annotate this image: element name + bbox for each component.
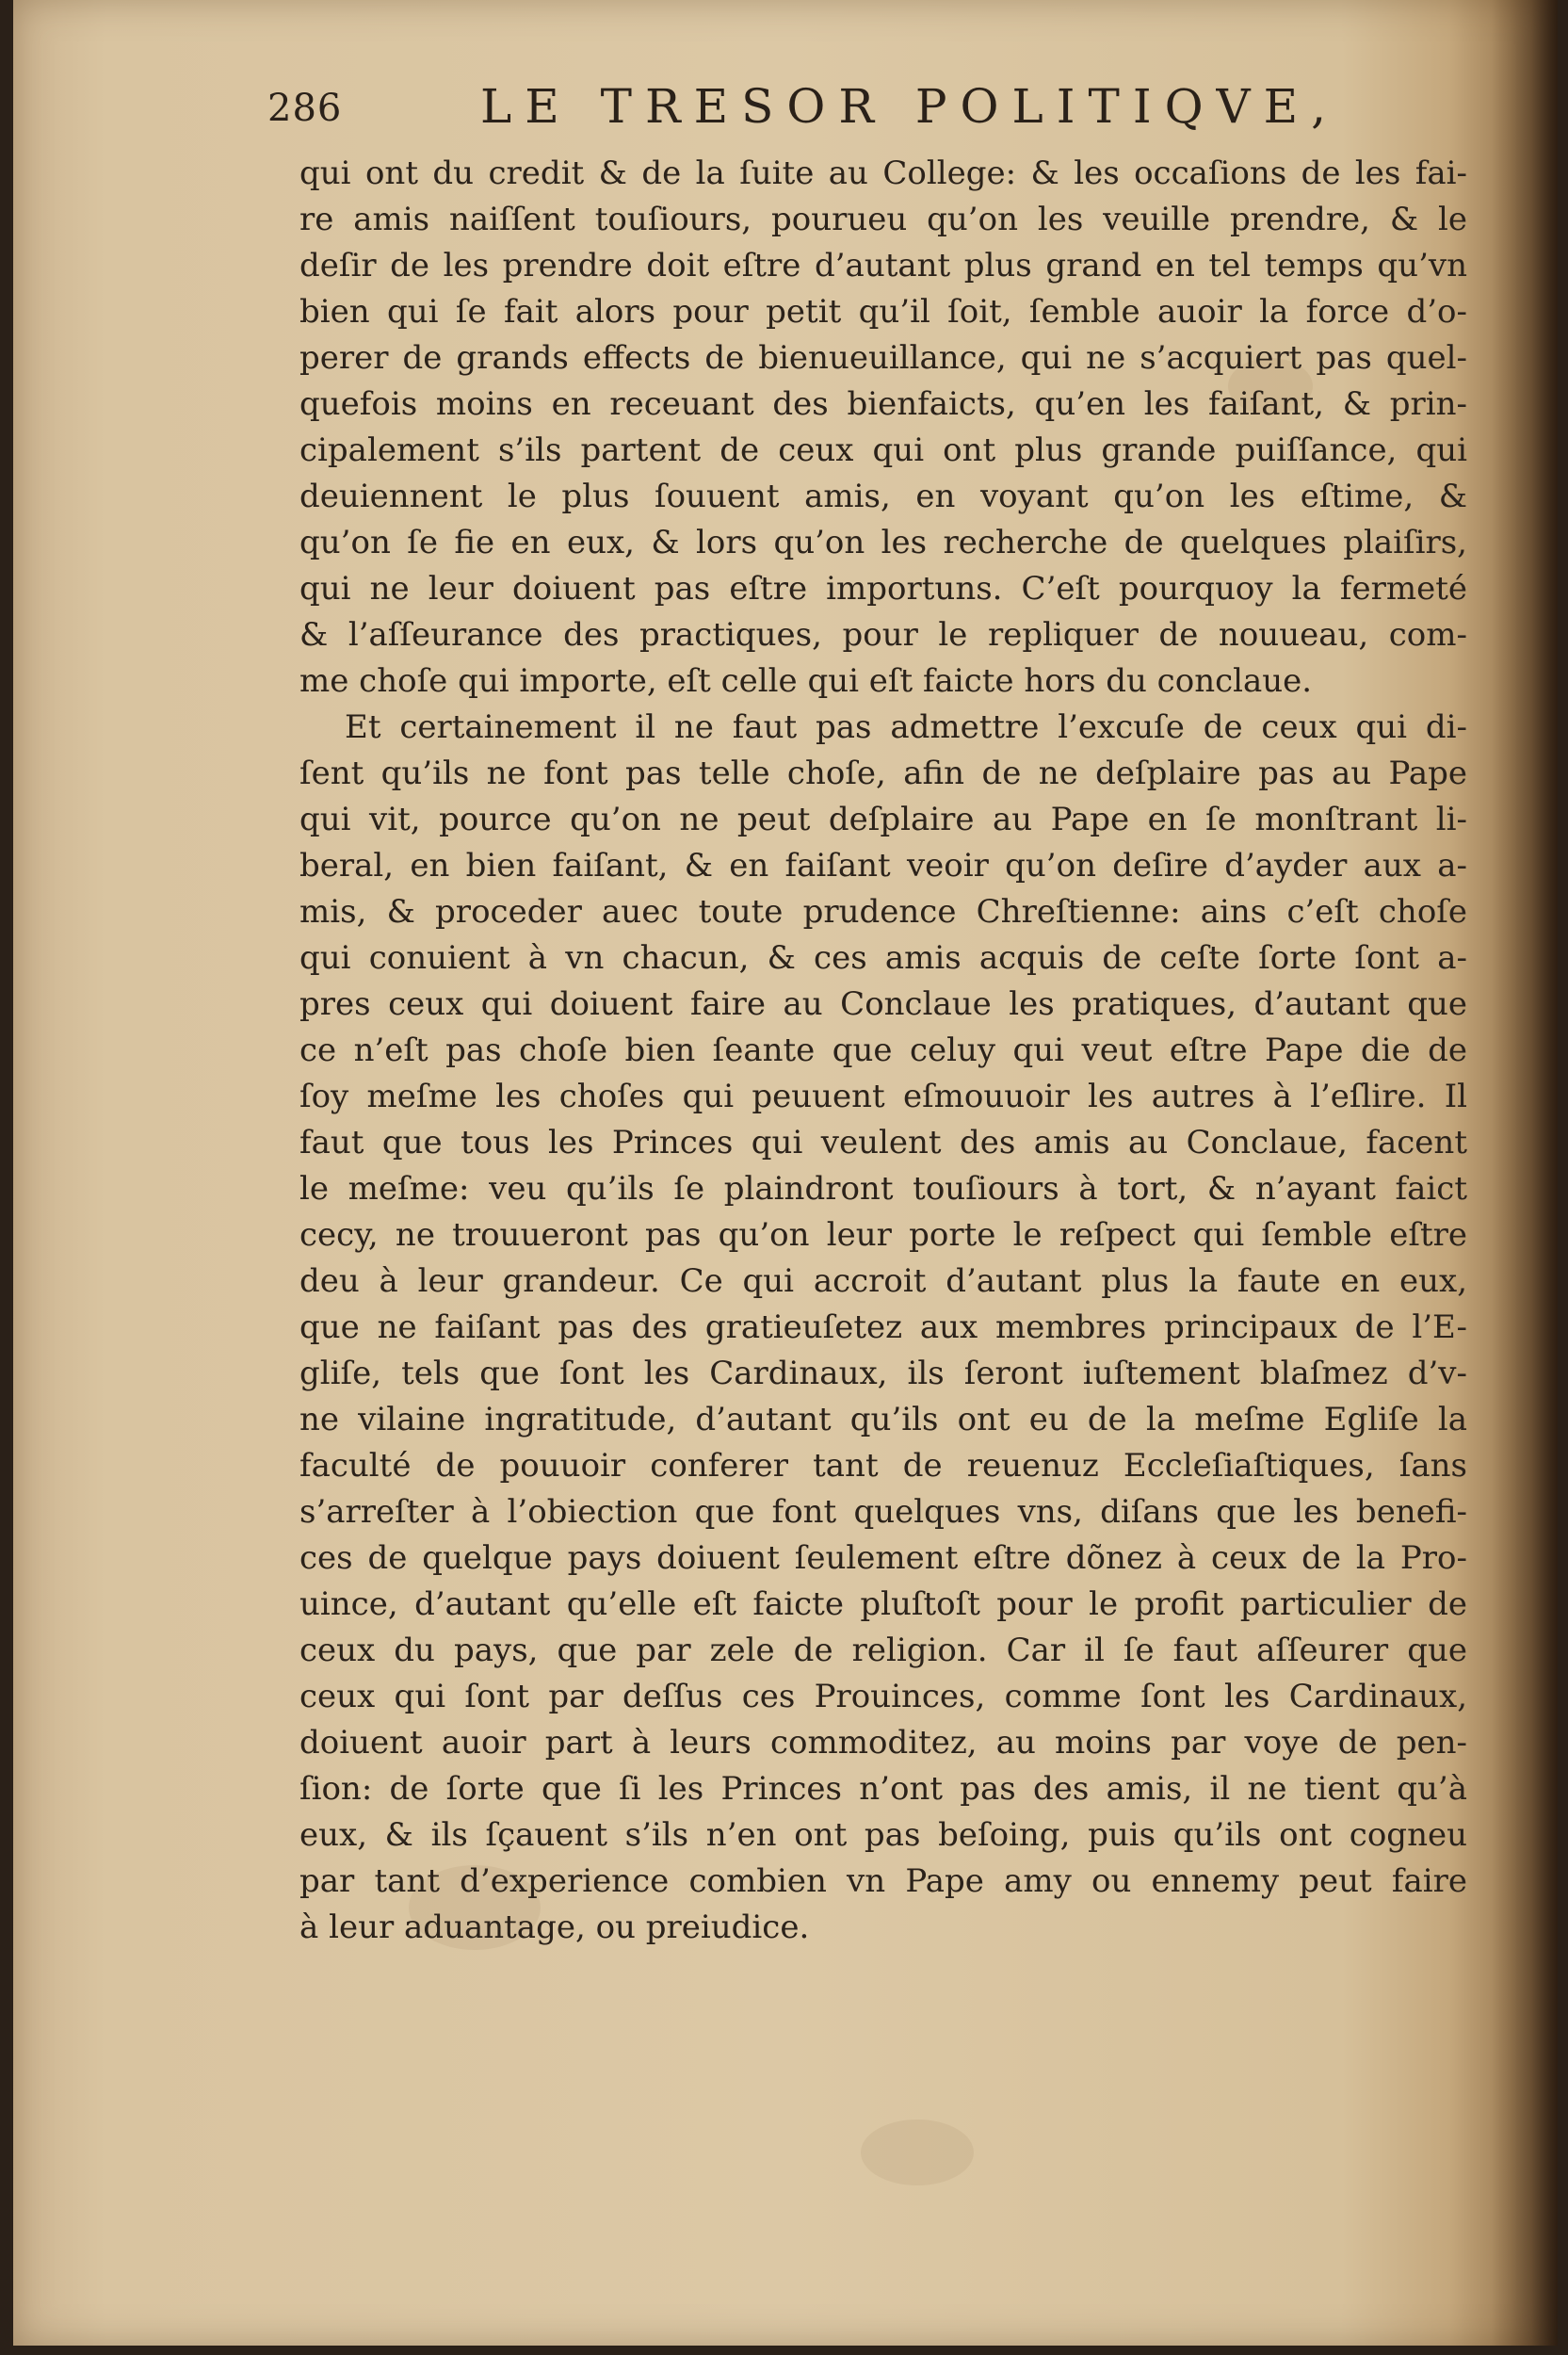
text-line: uince, d’autant qu’elle eſt faicte pluſtoſt pour le profit particulier de bbox=[299, 1585, 1467, 1623]
text-line: qui ne leur doiuent pas eſtre importuns. C’eſt pourquoy la fermeté bbox=[299, 570, 1467, 608]
text-line: cecy, ne trouueront pas qu’on leur porte le reſpect qui ſemble eſtre bbox=[299, 1216, 1467, 1254]
text-line: & l’aſſeurance des practiques, pour le repliquer de nouueau, com- bbox=[299, 616, 1467, 654]
text-line: s’arreſter à l’obiection que font quelques vns, diſans que les benefi- bbox=[299, 1493, 1467, 1531]
text-line: ce n’eſt pas choſe bien ſeante que celuy qui veut eſtre Pape die de bbox=[299, 1031, 1467, 1069]
book-page bbox=[13, 0, 1558, 2346]
body-text bbox=[299, 151, 1467, 1951]
text-line: qui vit, pource qu’on ne peut deſplaire au Pape en ſe monſtrant li- bbox=[299, 801, 1467, 838]
text-line: ne vilaine ingratitude, d’autant qu’ils ont eu de la meſme Egliſe la bbox=[299, 1401, 1467, 1438]
text-line: me choſe qui importe, eſt celle qui eſt faicte hors du conclaue. bbox=[299, 662, 1313, 700]
text-line: ſoy meſme les choſes qui peuuent eſmouuoir les autres à l’eſlire. Il bbox=[299, 1078, 1467, 1115]
text-line: ſent qu’ils ne font pas telle choſe, afin de ne deſplaire pas au Pape bbox=[299, 755, 1467, 792]
text-line: faculté de pouuoir conferer tant de reuenuz Eccleſiaſtiques, ſans bbox=[299, 1447, 1467, 1485]
text-line: cipalement s’ils partent de ceux qui ont plus grande puiſſance, qui bbox=[299, 431, 1467, 469]
text-line: ſion: de ſorte que ſi les Princes n’ont pas des amis, il ne tient qu’à bbox=[299, 1770, 1467, 1808]
text-line: ceux qui ſont par deſſus ces Prouinces, comme ſont les Cardinaux, bbox=[299, 1678, 1467, 1715]
text-line: perer de grands effects de bienueuillance, qui ne s’acquiert pas quel- bbox=[299, 339, 1467, 377]
text-line: beral, en bien faiſant, & en faiſant veoir qu’on deſire d’ayder aux a- bbox=[299, 847, 1467, 885]
paragraph-start-line: Et certainement il ne faut pas admettre l’excuſe de ceux qui di- bbox=[345, 708, 1467, 746]
text-line: qu’on ſe fie en eux, & lors qu’on les recherche de quelques plaiſirs, bbox=[299, 524, 1467, 561]
page-number: 286 bbox=[267, 87, 343, 130]
text-line: bien qui ſe fait alors pour petit qu’il ſoit, ſemble auoir la force d’o- bbox=[299, 293, 1467, 331]
text-line: quefois moins en receuant des bienfaicts, qu’en les faiſant, & prin- bbox=[299, 385, 1467, 423]
text-line: ces de quelque pays doiuent ſeulement eſtre dõnez à ceux de la Pro- bbox=[299, 1539, 1467, 1577]
text-line: doiuent auoir part à leurs commoditez, au moins par voye de pen- bbox=[299, 1724, 1467, 1762]
text-line: deuiennent le plus ſouuent amis, en voyant qu’on les eſtime, & bbox=[299, 478, 1467, 515]
text-line: le meſme: veu qu’ils ſe plaindront touſiours à tort, & n’ayant faict bbox=[299, 1170, 1467, 1208]
page-header bbox=[267, 79, 1340, 136]
text-line: mis, & proceder auec toute prudence Chreſtienne: ains c’eſt choſe bbox=[299, 893, 1467, 931]
text-line: pres ceux qui doiuent faire au Conclaue les pratiques, d’autant que bbox=[299, 985, 1467, 1023]
text-line: faut que tous les Princes qui veulent des amis au Conclaue, facent bbox=[299, 1124, 1467, 1161]
running-title: LE TRESOR POLITIQVE, bbox=[480, 79, 1340, 134]
text-line: à leur aduantage, ou preiudice. bbox=[299, 1908, 810, 1946]
binding-gutter-shadow bbox=[1492, 0, 1558, 2346]
text-line: eux, & ils ſçauent s’ils n’en ont pas beſoing, puis qu’ils ont cogneu bbox=[299, 1816, 1467, 1854]
text-line: deu à leur grandeur. Ce qui accroit d’autant plus la faute en eux, bbox=[299, 1262, 1467, 1300]
text-line: qui ont du credit & de la ſuite au College: & les occaſions de les fai- bbox=[299, 154, 1467, 192]
text-line: gliſe, tels que ſont les Cardinaux, ils ſeront iuſtement blaſmez d’v- bbox=[299, 1355, 1467, 1392]
paper-stain bbox=[861, 2120, 974, 2185]
text-line: ceux du pays, que par zele de religion. Car il ſe faut aſſeurer que bbox=[299, 1632, 1467, 1669]
text-line: re amis naiſſent touſiours, pourueu qu’on les veuille prendre, & le bbox=[299, 201, 1467, 238]
text-line: que ne faiſant pas des gratieuſetez aux membres principaux de l’E- bbox=[299, 1308, 1467, 1346]
text-line: par tant d’experience combien vn Pape amy ou ennemy peut faire bbox=[299, 1862, 1467, 1900]
text-line: deſir de les prendre doit eſtre d’autant plus grand en tel temps qu’vn bbox=[299, 247, 1467, 284]
text-line: qui conuient à vn chacun, & ces amis acquis de ceſte ſorte ſont a- bbox=[299, 939, 1467, 977]
